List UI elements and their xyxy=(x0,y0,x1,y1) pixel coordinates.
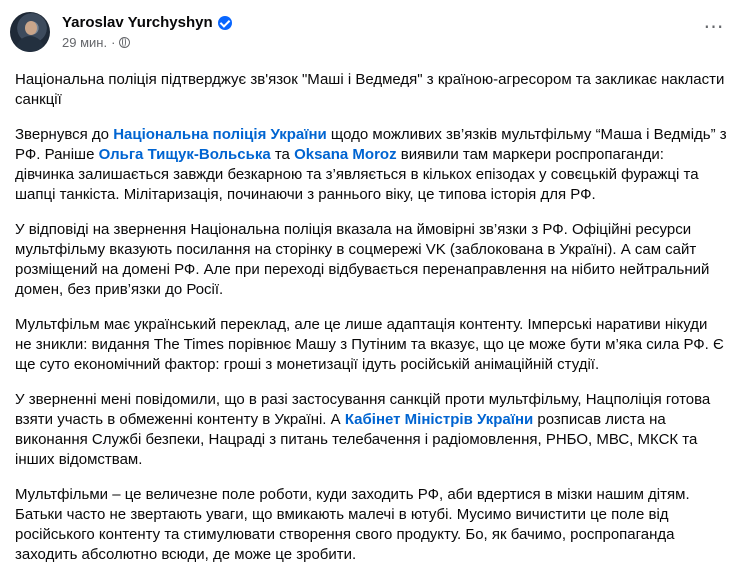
text-segment: розписав листа на виконання Службі безпеки, Нацраді з питань телебачення і радіомовлення, РНБО, МВС, МКСК та інших відомствам. xyxy=(15,411,698,468)
verified-badge-icon xyxy=(218,16,232,30)
post-paragraph xyxy=(15,125,727,205)
mention-oksana-moroz[interactable]: Oksana Moroz xyxy=(294,146,397,163)
post-paragraph-title: Національна поліція підтверджує зв'язок "Маші і Ведмедя" з країною-агресором та закликає накласти санкції xyxy=(15,71,725,108)
text-segment: виявили там маркери роспропаганди: дівчинка залишається завжди безкарною та з’являється в кількох епізодах у совєцькій фуражці та шапці танкіста. Мілітаризація, починаючи з раннього віку, це типова історія для РФ. xyxy=(15,146,699,203)
text-segment: Звернувся до xyxy=(15,126,114,143)
post-paragraph: Мультфільми – це величезне поле роботи, куди заходить РФ, аби вдертися в мізки нашим дітям. Батьки часто не звертають уваги, що вмикають малечі в ютубі. Мусимо вичистити це поле від російського контенту та стимулювати створення свого продукту. Бо, як бачимо, роспропаганда заходить абсолютно всюди, де може це зробити. xyxy=(15,486,690,563)
avatar[interactable] xyxy=(10,12,50,52)
post-header xyxy=(10,6,730,58)
mention-olha-tyshchuk[interactable]: Ольга Тищук-Вольська xyxy=(98,146,271,163)
author-row xyxy=(62,14,232,31)
post-time[interactable]: 29 мин. xyxy=(62,35,108,50)
post-meta xyxy=(62,35,130,50)
post-paragraph xyxy=(15,390,727,470)
avatar-face xyxy=(25,21,37,35)
post-text xyxy=(15,70,727,580)
avatar-body xyxy=(16,36,44,52)
author-name[interactable]: Yaroslav Yurchyshyn xyxy=(62,14,213,31)
text-segment: щодо можливих зв’язків мультфільму “Маша і Ведмідь” з РФ. Раніше xyxy=(15,126,727,163)
text-segment: та xyxy=(270,146,295,163)
mention-national-police[interactable]: Національна поліція України xyxy=(113,126,327,143)
globe-icon[interactable] xyxy=(119,37,130,48)
post-paragraph: Мультфільм має український переклад, але це лише адаптація контенту. Імперські наративи нікуди не зникли: видання The Times порівнює Машу з Путіним та вказує, що це може бути м’яка сила РФ. Є ще суто економічний фактор: гроші з монетизації ідуть російській анімаційній студії. xyxy=(15,316,724,373)
mention-cabinet-of-ministers[interactable]: Кабінет Міністрів України xyxy=(344,411,534,428)
more-options-icon[interactable]: ⋯ xyxy=(703,15,725,38)
meta-separator: · xyxy=(111,35,116,50)
post-paragraph: У відповіді на звернення Національна поліція вказала на ймовірні зв’язки з РФ. Офіційні ресурси мультфільму вказують посилання на сторінку в соцмережі VK (заблокована в Україні). А сам сайт розміщений на домені РФ. Але при переході відбувається перенаправлення на нібито нейтральний домен, без прив’язки до Росії. xyxy=(15,221,710,298)
text-segment: У зверненні мені повідомили, що в разі застосування санкцій проти мультфільму, Нацполіція готова взяти участь в обмеженні контенту в Україні. А xyxy=(15,391,711,428)
